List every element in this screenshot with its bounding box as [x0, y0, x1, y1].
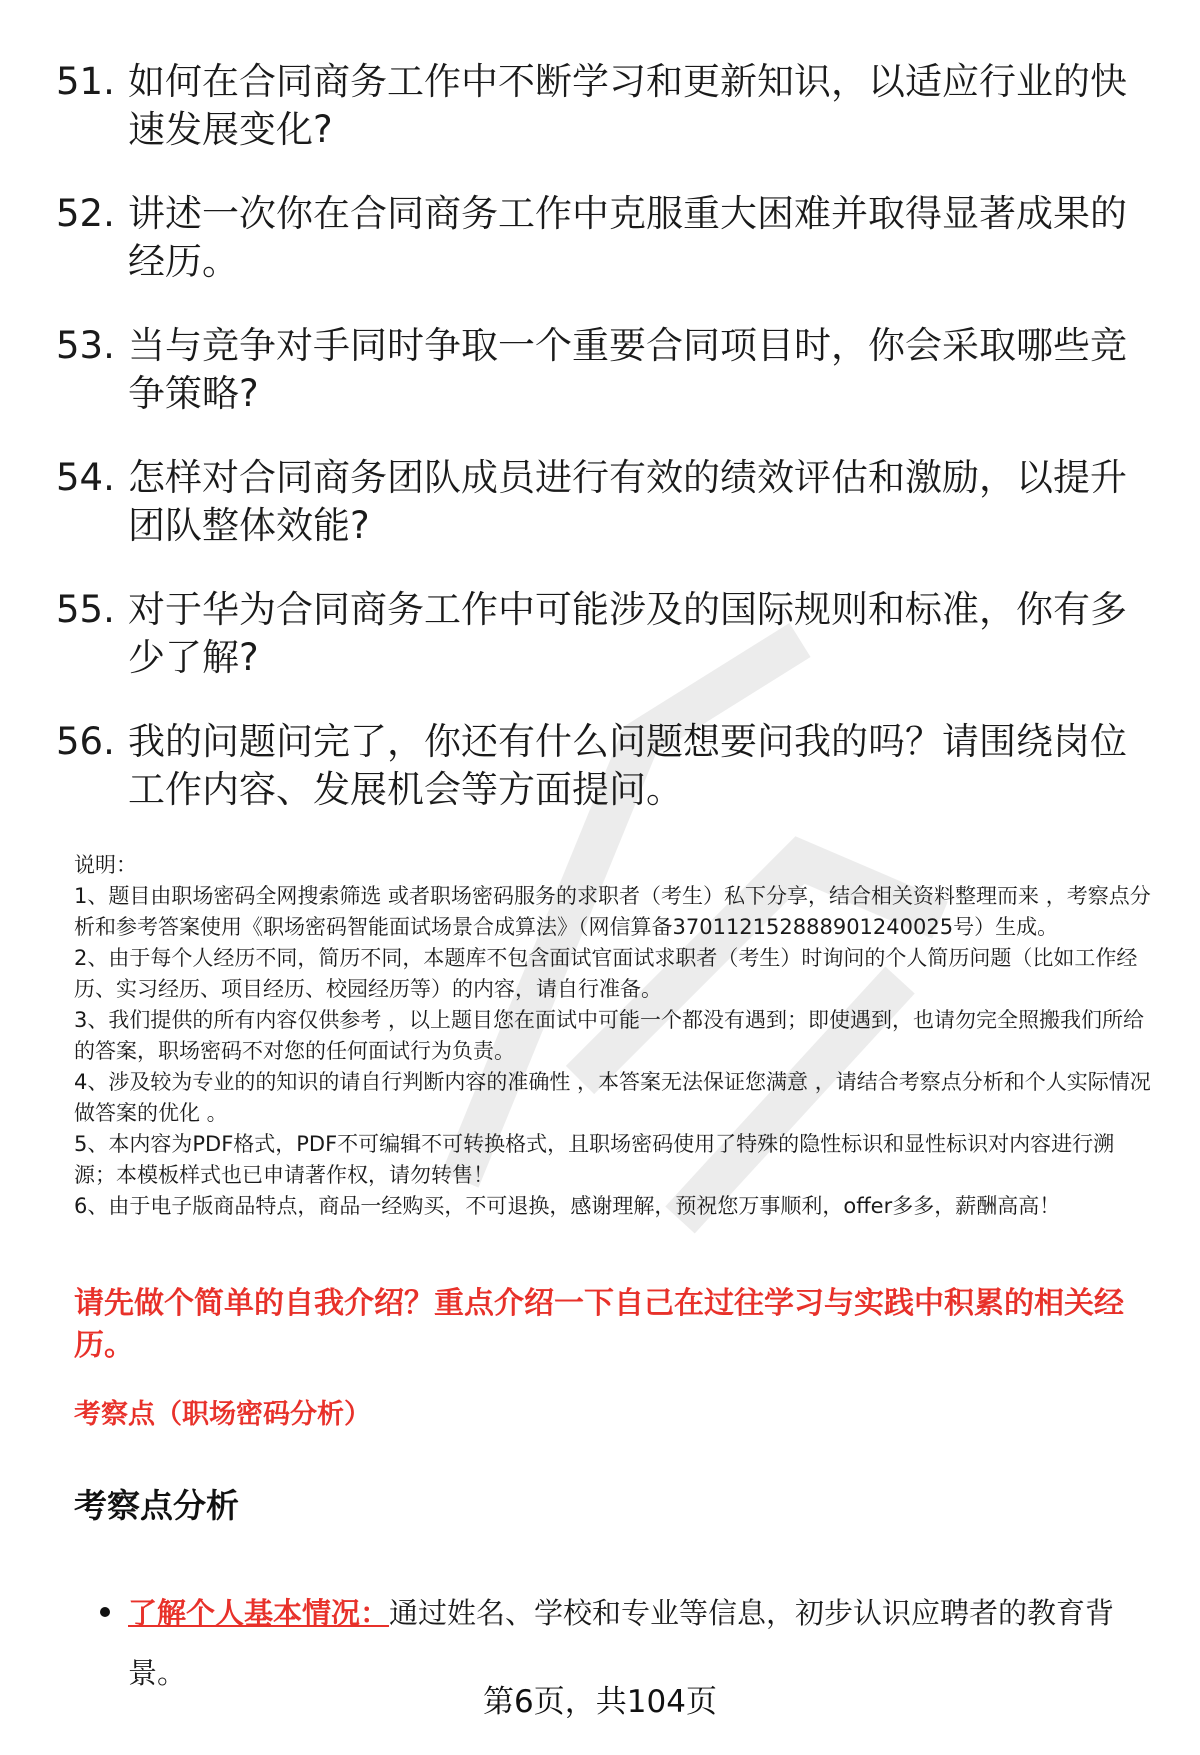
notes-item: 3、我们提供的所有内容仅供参考 ，以上题目您在面试中可能一个都没有遇到；即使遇到，也请勿完全照搬我们所给的答案，职场密码不对您的任何面试行为负责。 [74, 1008, 1145, 1063]
kaochadian-label: 考察点（职场密码分析） [74, 1399, 371, 1430]
question-text: 讲述一次你在合同商务工作中克服重大困难并取得显著成果的经历。 [128, 192, 1127, 283]
question-text: 我的问题问完了，你还有什么问题想要问我的吗？请围绕岗位工作内容、发展机会等方面提问。 [128, 720, 1127, 811]
notes-section [74, 850, 1154, 1222]
intro-question: 请先做个简单的自我介绍？重点介绍一下自己在过往学习与实践中积累的相关经历。 [74, 1286, 1124, 1363]
page-footer: 第6页，共104页 [483, 1684, 717, 1720]
notes-item: 2、由于每个人经历不同，简历不同，本题库不包含面试官面试求职者（考生）时询问的个人简历问题（比如工作经历、实习经历、项目经历、校园经历等）的内容，请自行准备。 [74, 946, 1138, 1001]
notes-item: 5、本内容为PDF格式，PDF不可编辑不可转换格式，且职场密码使用了特殊的隐性标识和显性标识对内容进行溯源；本模板样式也已申请著作权，请勿转售！ [74, 1132, 1115, 1187]
notes-title: 说明： [74, 853, 137, 877]
bullet-title: 了解个人基本情况： [128, 1596, 390, 1630]
notes-item: 6、由于电子版商品特点，商品一经购买，不可退换，感谢理解，预祝您万事顺利，offer多多，薪酬高高！ [74, 1194, 1061, 1218]
question-text: 当与竞争对手同时争取一个重要合同项目时，你会采取哪些竞争策略? [128, 324, 1127, 415]
question-number: 53. [56, 324, 115, 367]
notes-item: 1、题目由职场密码全网搜索筛选 或者职场密码服务的求职者（考生）私下分享，结合相关资料整理而来 ，考察点分析和参考答案使用《职场密码智能面试场景合成算法》（网信算备370112152888901240025号）生成。 [74, 884, 1151, 939]
question-number: 52. [56, 192, 115, 235]
question-text: 怎样对合同商务团队成员进行有效的绩效评估和激励，以提升团队整体效能? [128, 456, 1127, 547]
question-text: 对于华为合同商务工作中可能涉及的国际规则和标准，你有多少了解? [128, 588, 1127, 679]
question-number: 51. [56, 60, 115, 103]
notes-item: 4、涉及较为专业的的知识的请自行判断内容的准确性 ，本答案无法保证您满意 ，请结合考察点分析和个人实际情况做答案的优化 。 [74, 1070, 1151, 1125]
question-number: 56. [56, 720, 115, 763]
question-number: 55. [56, 588, 115, 631]
bullet-text: 通过姓名、学校和专业等信息，初步认识应聘者的教育背景。 [128, 1596, 1115, 1690]
bullet-dot-icon [100, 1607, 110, 1617]
question-text: 如何在合同商务工作中不断学习和更新知识，以适应行业的快速发展变化? [128, 60, 1127, 151]
question-number: 54. [56, 456, 115, 499]
analysis-heading: 考察点分析 [74, 1486, 239, 1525]
